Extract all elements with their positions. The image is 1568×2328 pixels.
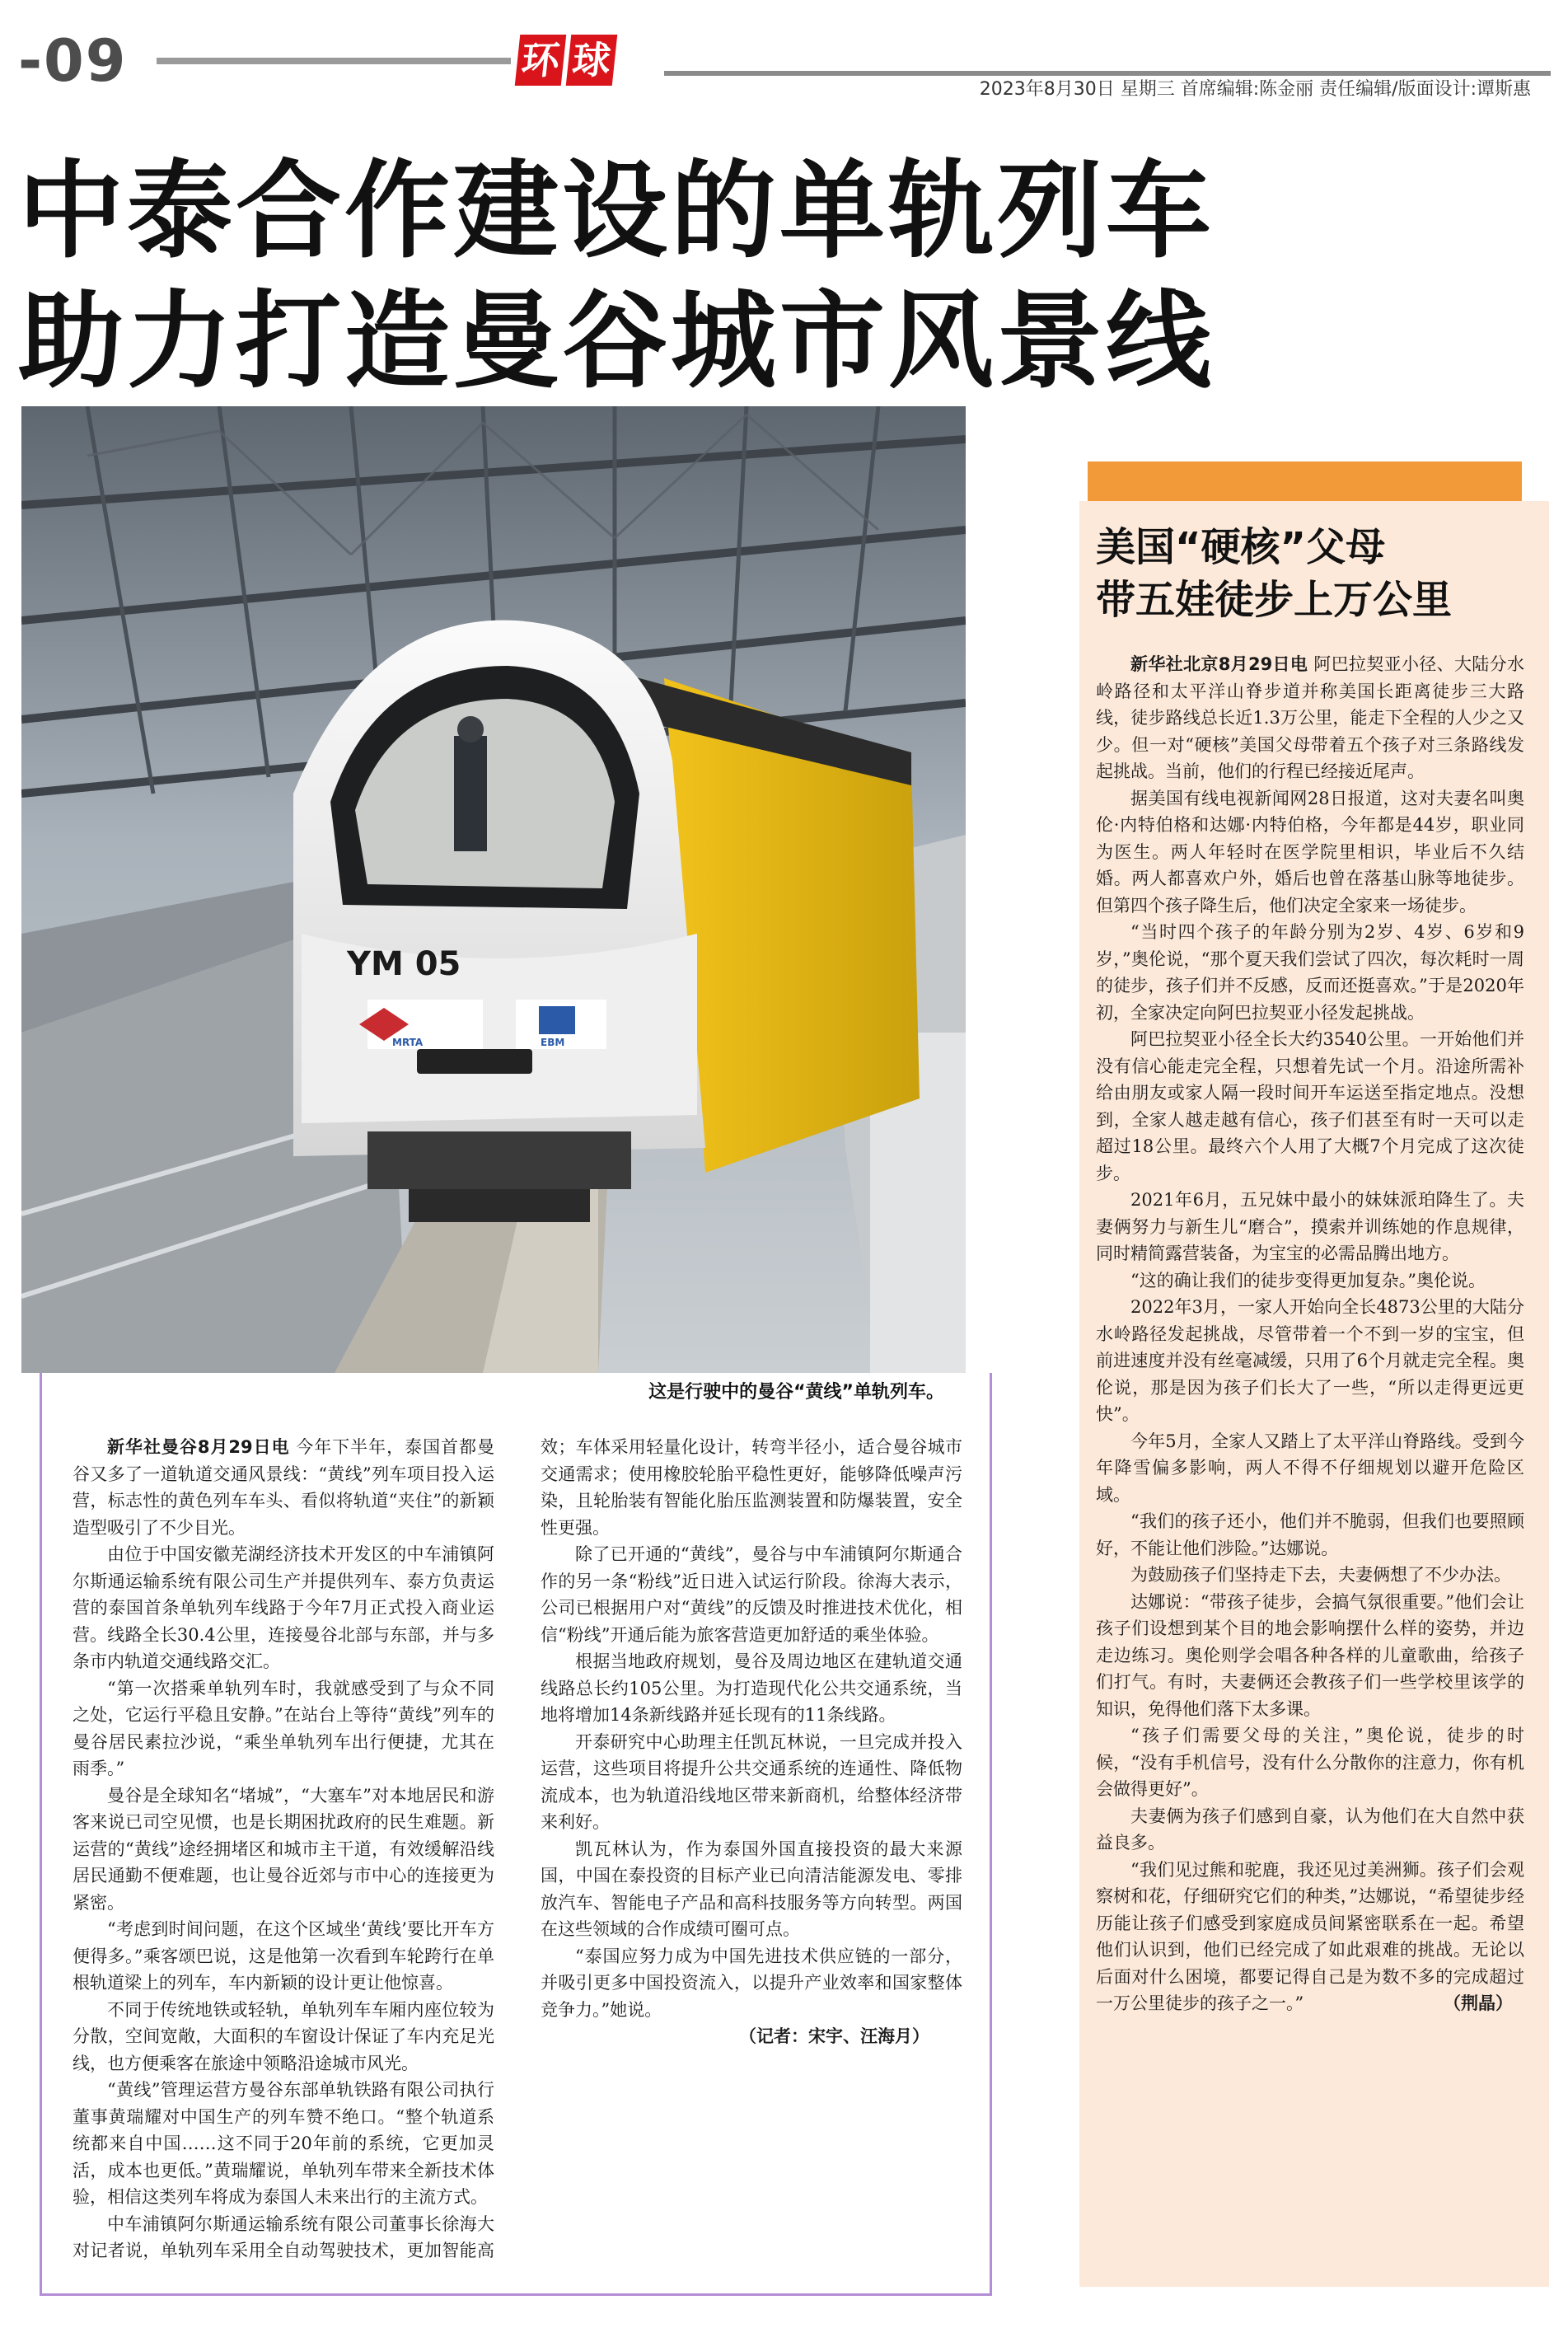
section-char-2: 球 — [566, 35, 618, 86]
article-paragraph: 不同于传统地铁或轻轨，单轨列车车厢内座位较为分散，空间宽敞，大面积的车窗设计保证了车内充足光线，也方便乘客在旅途中领略沿途城市风光。 — [73, 1999, 494, 2073]
photo-caption: 这是行驶中的曼谷“黄线”单轨列车。 — [648, 1382, 944, 1403]
logo-right-text: EBM — [541, 1037, 565, 1048]
sidebar-paragraph — [1096, 1857, 1524, 2017]
sidebar-paragraph — [1096, 651, 1524, 785]
header-info: 2023年8月30日 星期三 首席编辑:陈金丽 责任编辑/版面设计:谭斯惠 — [979, 79, 1531, 100]
article-paragraph: “泰国应努力成为中国先进技术供应链的一部分，并吸引更多中国投资流入，以提升产业效率和国家整体竞争力。”她说。 — [541, 1946, 962, 2020]
article-paragraph-text: 今年下半年，泰国首都曼谷又多了一道轨道交通风景线：“黄线”列车项目投入运营，标志性的黄色列车车头、看似将轨道“夹住”的新颖造型吸引了不少目光。 — [73, 1437, 494, 1538]
article-paragraph: “黄线”管理运营方曼谷东部单轨铁路有限公司执行董事黄瑞耀对中国生产的列车赞不绝口。“整个轨道系统都来自中国……这不同于20年前的系统，它更加灵活，成本也更低。”黄瑞耀说，单轨列车带来全新技术体验，相信这类列车将成为泰国人未来出行的主流方式。 — [73, 2080, 494, 2207]
sidebar-paragraph-text: “我们见过熊和驼鹿，我还见过美洲狮。孩子们会观察树和花，仔细研究它们的种类，”达娜说，“希望徒步经历能让孩子们感受到家庭成员间紧密联系在一起。希望他们认识到，他们已经完成了如此艰难的挑战。无论以后面对什么困境，都要记得自己是为数不多的完成超过一万公里徒步的孩子之一。” — [1096, 1859, 1524, 2013]
logo-left-text: MRTA — [392, 1037, 424, 1048]
sidebar-paragraph-text: 阿巴拉契亚小径、大陆分水岭路径和太平洋山脊步道并称美国长距离徒步三大路线，徒步路线总长近1.3万公里，能走下全程的人少之又少。但一对“硬核”美国父母带着五个孩子对三条路线发起挑战。当前，他们的行程已经接近尾声。 — [1096, 654, 1524, 781]
sidebar-paragraph: “这的确让我们的徒步变得更加复杂。”奥伦说。 — [1130, 1270, 1486, 1290]
sidebar-title-line-2: 带五娃徒步上万公里 — [1096, 577, 1453, 623]
sidebar-article — [1096, 651, 1524, 2017]
sidebar-title-line-1: 美国“硬核”父母 — [1096, 524, 1386, 570]
page-number: -09 — [18, 27, 128, 95]
article-paragraph: 曼谷是全球知名“堵城”，“大塞车”对本地居民和游客来说已司空见惯，也是长期困扰政府的民生难题。新运营的“黄线”途经拥堵区和城市主干道，有效缓解沿线居民通勤不便难题，也让曼谷近郊与市中心的连接更为紧密。 — [73, 1785, 494, 1913]
sidebar-paragraph: 2021年6月，五兄妹中最小的妹妹派珀降生了。夫妻俩努力与新生儿“磨合”，摸索并训练她的作息规律，同时精简露营装备，为宝宝的必需品腾出地方。 — [1096, 1190, 1524, 1263]
sidebar-paragraph: 达娜说：“带孩子徒步，会搞气氛很重要。”他们会让孩子们设想到某个目的地会影响摆什么样的姿势，并边走边练习。奥伦则学会唱各种各样的儿童歌曲，给孩子们打气。有时，夫妻俩还会教孩子们一些学校里该学的知识，免得他们落下太多课。 — [1096, 1591, 1524, 1719]
sidebar-paragraph: 今年5月，全家人又踏上了太平洋山脊路线。受到今年降雪偏多影响，两人不得不仔细规划以避开危险区域。 — [1096, 1431, 1524, 1505]
train-code: YM 05 — [347, 945, 461, 983]
sidebar-paragraph: 2022年3月，一家人开始向全长4873公里的大陆分水岭路径发起挑战，尽管带着一个不到一岁的宝宝，但前进速度并没有丝毫减缓，只用了6个月就走完全程。奥伦说，那是因为孩子们长大了一些，“所以走得更远更快”。 — [1096, 1297, 1524, 1424]
sidebar-paragraph: 夫妻俩为孩子们感到自豪，认为他们在大自然中获益良多。 — [1096, 1806, 1524, 1853]
sidebar-paragraph: 阿巴拉契亚小径全长大约3540公里。一开始他们并没有信心能走完全程，只想着先试一个月。沿途所需补给由朋友或家人隔一段时间开车运送至指定地点。没想到，全家人越走越有信心，孩子们甚至有时一天可以走超过18公里。最终六个人用了大概7个月完成了这次徒步。 — [1096, 1029, 1524, 1183]
sidebar-paragraph: “孩子们需要父母的关注，”奥伦说，徒步的时候，“没有手机信号，没有什么分散你的注意力，你有机会做得更好”。 — [1096, 1726, 1524, 1799]
section-logo — [517, 35, 620, 86]
sidebar-title — [1096, 521, 1541, 626]
headline-line-2: 助力打造曼谷城市风景线 — [18, 280, 1215, 403]
sidebar-accent-bar — [1088, 461, 1522, 501]
article-byline: （记者：宋宇、汪海月） — [739, 2026, 929, 2046]
article-paragraph — [73, 1434, 494, 1541]
sidebar-paragraph: 为鼓励孩子们坚持走下去，夫妻俩想了不少办法。 — [1130, 1565, 1511, 1585]
headline-line-1: 中泰合作建设的单轨列车 — [18, 150, 1215, 273]
headline — [18, 147, 1221, 407]
article-paragraph: 除了已开通的“黄线”，曼谷与中车浦镇阿尔斯通合作的另一条“粉线”近日进入试运行阶段。徐海大表示，公司已根据用户对“黄线”的反馈及时推进技术优化，相信“粉线”开通后能为旅客营造更加舒适的乘坐体验。 — [541, 1544, 962, 1645]
article-paragraph: 中车浦镇阿尔斯通运输系统有限公司董事长徐海大对记者说，单轨列车采用全自动驾驶技术，更加智能高效；车体采用轻量化设计，转弯半径小，适合曼谷城市交通需求；使用橡胶轮胎平稳性更好，能够降低噪声污染，且轮胎装有智能化胎压监测装置和防爆装置，安全性更强。 — [73, 1437, 962, 2260]
monorail-photo — [21, 406, 966, 1373]
header-rule-left — [157, 58, 511, 64]
article-paragraph: 开泰研究中心助理主任凯瓦林说，一旦完成并投入运营，这些项目将提升公共交通系统的连通性、降低物流成本，也为轨道沿线地区带来新商机，给整体经济带来利好。 — [541, 1731, 962, 1832]
article-paragraph: 凯瓦林认为，作为泰国外国直接投资的最大来源国，中国在泰投资的目标产业已向清洁能源发电、零排放汽车、智能电子产品和高科技服务等方向转型。两国在这些领域的合作成绩可圈可点。 — [541, 1839, 962, 1939]
sidebar-paragraph: 据美国有线电视新闻网28日报道，这对夫妻名叫奥伦·内特伯格和达娜·内特伯格，今年都是44岁，职业同为医生。两人年轻时在医学院里相识，毕业后不久结婚。两人都喜欢户外，婚后也曾在落基山脉等地徒步。但第四个孩子降生后，他们决定全家来一场徒步。 — [1096, 788, 1524, 916]
article-paragraph: “第一次搭乘单轨列车时，我就感受到了与众不同之处，它运行平稳且安静。”在站台上等待“黄线”列车的曼谷居民素拉沙说，“乘坐单轨列车出行便捷，尤其在雨季。” — [73, 1678, 494, 1778]
sidebar-dateline: 新华社北京8月29日电 — [1130, 654, 1308, 674]
sidebar-paragraph: “当时四个孩子的年龄分别为2岁、4岁、6岁和9岁，”奥伦说，“那个夏天我们尝试了四次，每次耗时一周的徒步，孩子们并不反感，反而还挺喜欢。”于是2020年初，全家决定向阿巴拉契亚小径发起挑战。 — [1096, 922, 1524, 1023]
sidebar-signature: （荆晶） — [1444, 1993, 1513, 2013]
article-dateline: 新华社曼谷8月29日电 — [107, 1437, 290, 1457]
article-paragraph: 根据当地政府规划，曼谷及周边地区在建轨道交通线路总长约105公里。为打造现代化公共交通系统，当地将增加14条新线路并延长现有的11条线路。 — [541, 1651, 962, 1725]
article-paragraph: “考虑到时间问题，在这个区域坐‘黄线’要比开车方便得多。”乘客颂巴说，这是他第一次看到车轮跨行在单根轨道梁上的列车，车内新颖的设计更让他惊喜。 — [73, 1919, 494, 1993]
section-char-1: 环 — [515, 35, 567, 86]
article-paragraph: 由位于中国安徽芜湖经济技术开发区的中车浦镇阿尔斯通运输系统有限公司生产并提供列车、泰方负责运营的泰国首条单轨列车线路于今年7月正式投入商业运营。线路全长30.4公里，连接曼谷北部与东部，并与多条市内轨道交通线路交汇。 — [73, 1544, 494, 1671]
sidebar-paragraph: “我们的孩子还小，他们并不脆弱，但我们也要照顾好，不能让他们涉险。”达娜说。 — [1096, 1511, 1524, 1558]
main-article — [73, 1434, 962, 2266]
